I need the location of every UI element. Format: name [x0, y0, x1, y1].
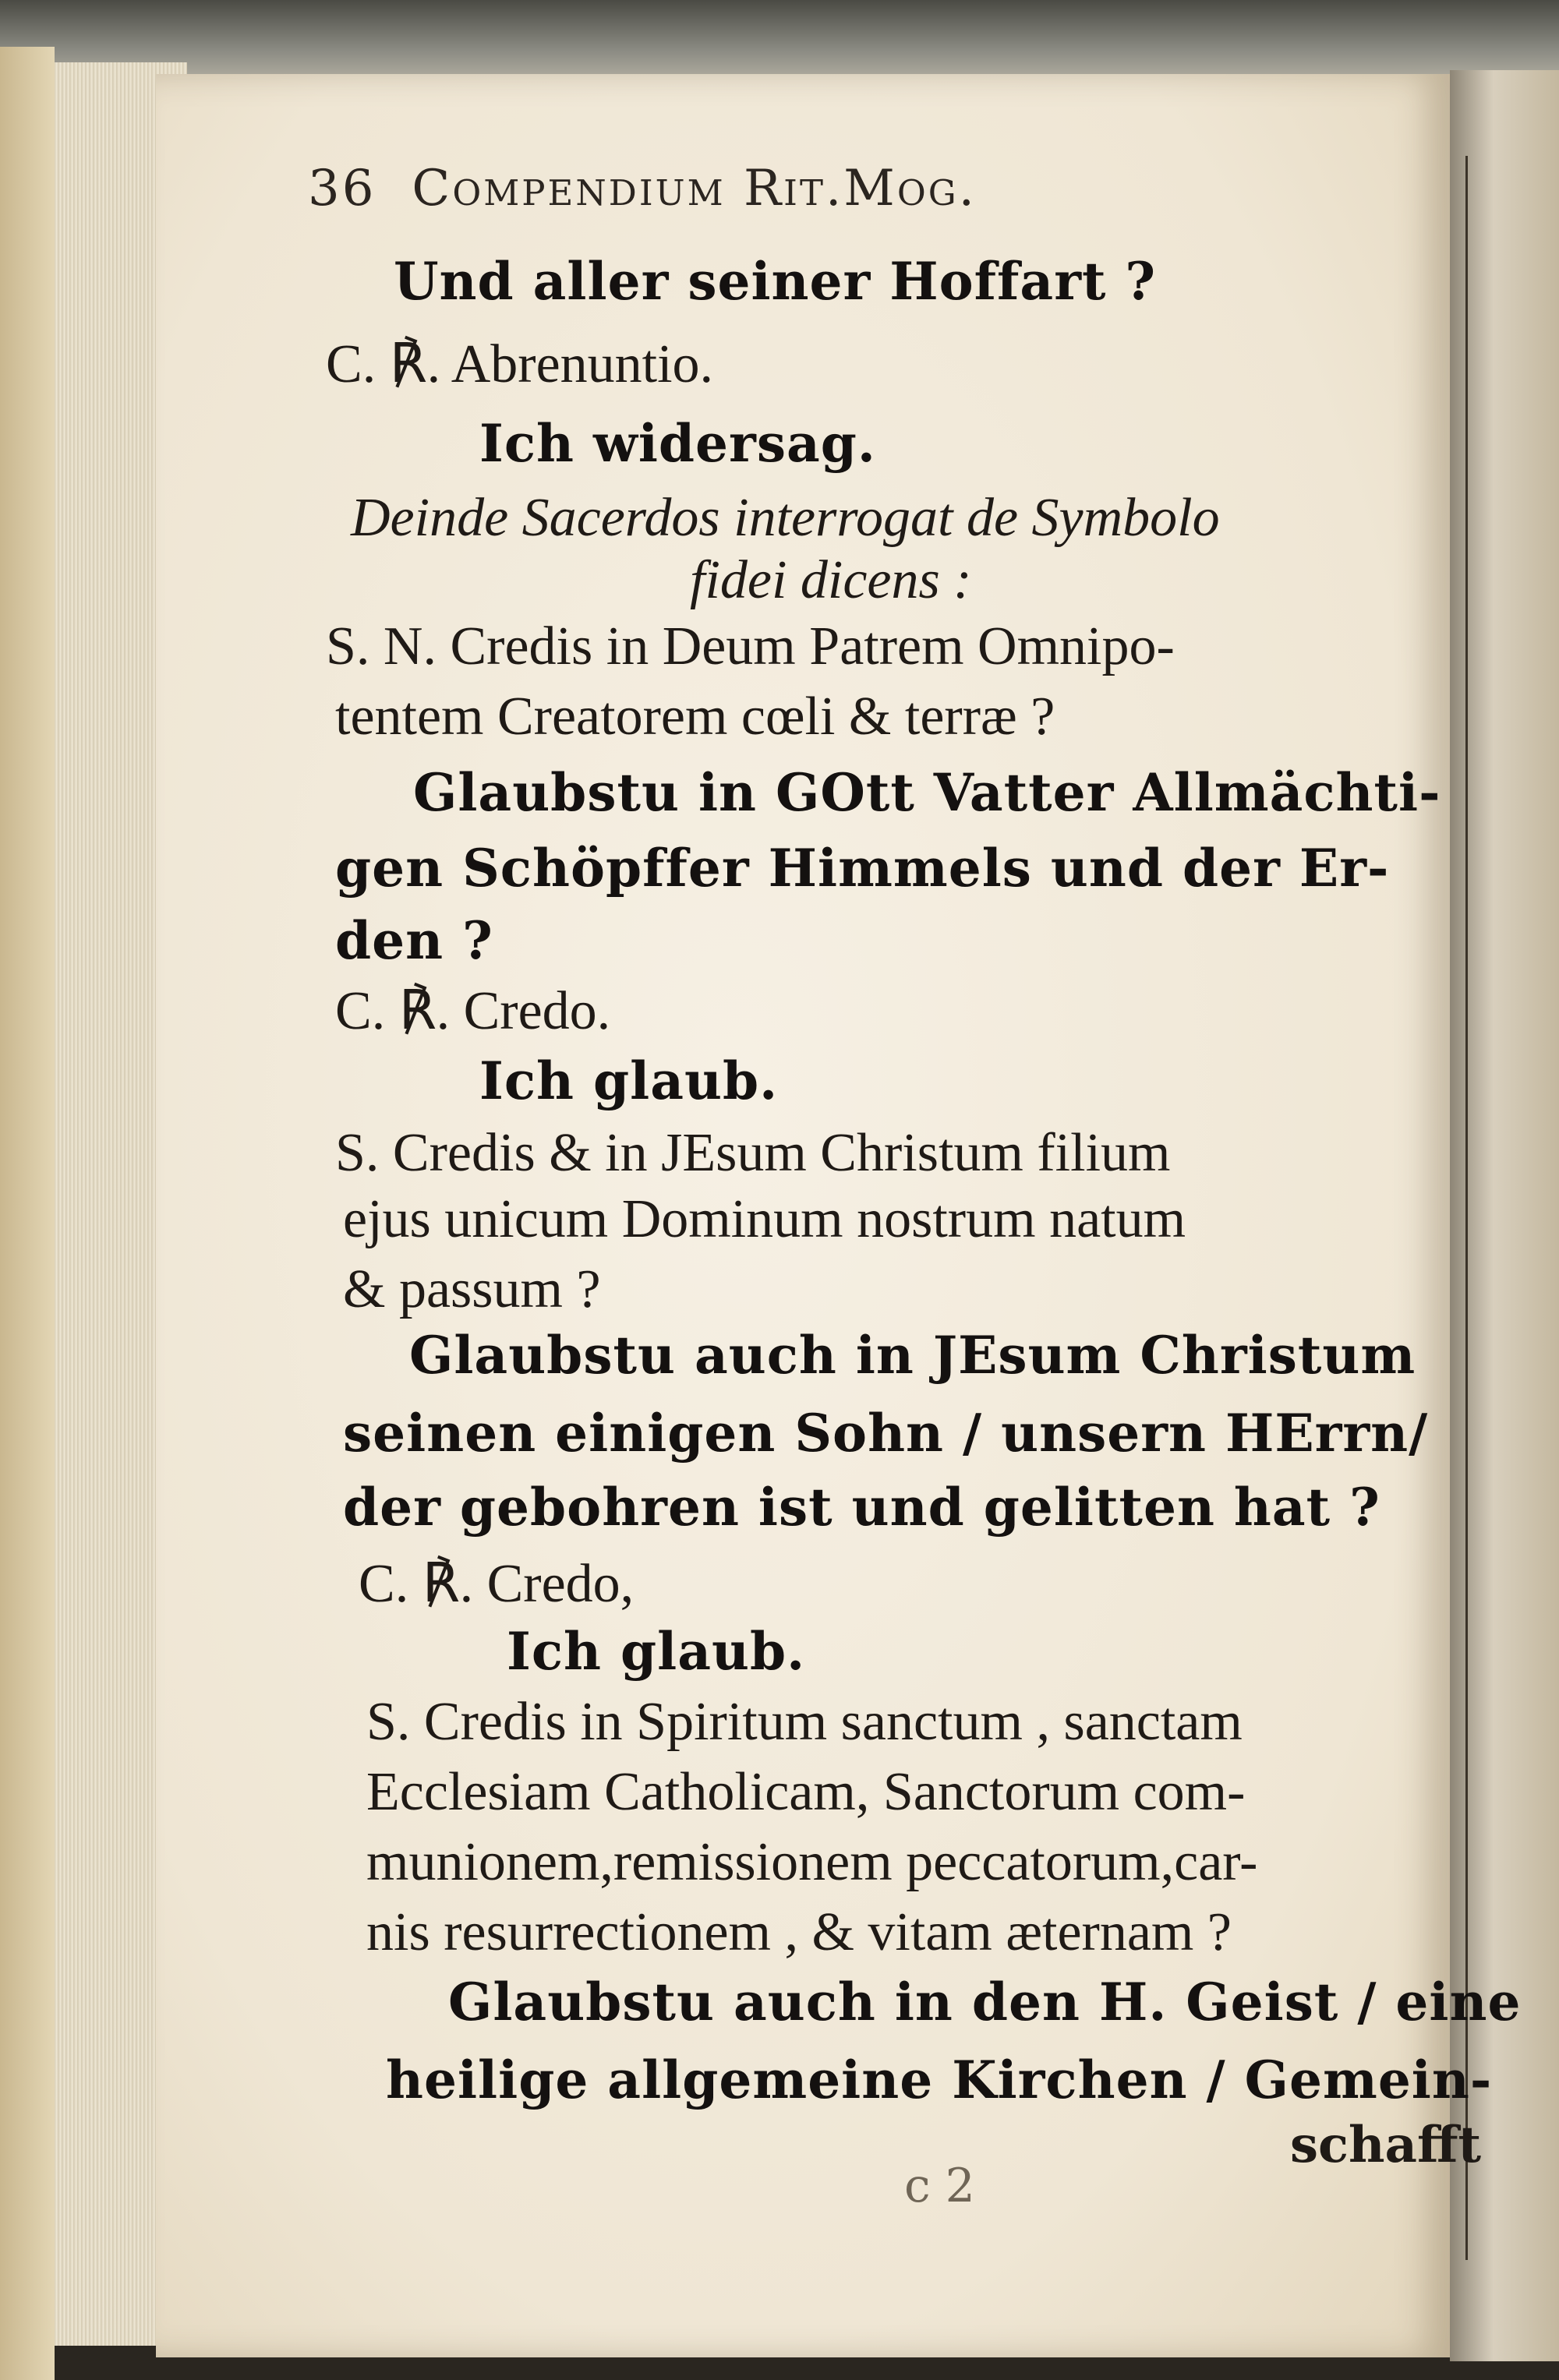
text-line: nis resurrectionem , & vitam æternam ? — [366, 1902, 1232, 1962]
text-line: tentem Creatorem cœli & terræ ? — [335, 687, 1055, 747]
text-line: heilige allgemeine Kirchen / Gemein- — [386, 2050, 1493, 2110]
text-line: C. ℟. Credo, — [359, 1554, 635, 1614]
text-line: fidei dicens : — [690, 550, 972, 610]
text-line: C. ℟. Credo. — [335, 981, 611, 1041]
text-line: den ? — [335, 910, 493, 971]
text-line: & passum ? — [343, 1259, 601, 1319]
book-top-edge — [0, 0, 1559, 86]
text-line: S. N. Credis in Deum Patrem Omnipo- — [326, 616, 1175, 676]
text-line: der gebohren ist und gelitten hat ? — [343, 1477, 1380, 1538]
text-line: Glaubstu auch in den H. Geist / eine — [448, 1972, 1522, 2032]
signature-mark: c 2 — [904, 2159, 975, 2213]
text-line: gen Schöpffer Himmels und der Er- — [335, 838, 1390, 899]
text-line: Ich glaub. — [507, 1621, 806, 1682]
facing-page-edge — [1465, 156, 1559, 2260]
text-line: Ich glaub. — [479, 1051, 779, 1111]
text-line: C. ℟. Abrenuntio. — [326, 334, 714, 394]
text-line: Ich widersag. — [479, 413, 876, 474]
text-line: Ecclesiam Catholicam, Sanctorum com- — [366, 1762, 1246, 1822]
running-title: Compendium Rit.Mog. — [412, 160, 977, 217]
text-line: S. Credis in Spiritum sanctum , sanctam — [366, 1692, 1243, 1752]
text-line: Und aller seiner Hoffart ? — [394, 251, 1157, 312]
text-line: seinen einigen Sohn / unsern HErrn/ — [343, 1403, 1429, 1464]
text-line: Glaubstu in GOtt Vatter Allmächti- — [413, 762, 1441, 823]
text-line: munionem,remissionem peccatorum,car- — [366, 1832, 1258, 1892]
text-line: Deinde Sacerdos interrogat de Symbolo — [351, 488, 1220, 548]
page-number: 36 — [308, 160, 376, 217]
catchword: schafft — [1290, 2116, 1482, 2174]
text-line: ejus unicum Dominum nostrum natum — [343, 1189, 1186, 1249]
text-line: S. Credis & in JEsum Christum filium — [335, 1123, 1171, 1183]
running-header — [308, 160, 1243, 217]
text-line: Glaubstu auch in JEsum Christum — [409, 1325, 1416, 1386]
book-cover-edge — [0, 47, 55, 2380]
